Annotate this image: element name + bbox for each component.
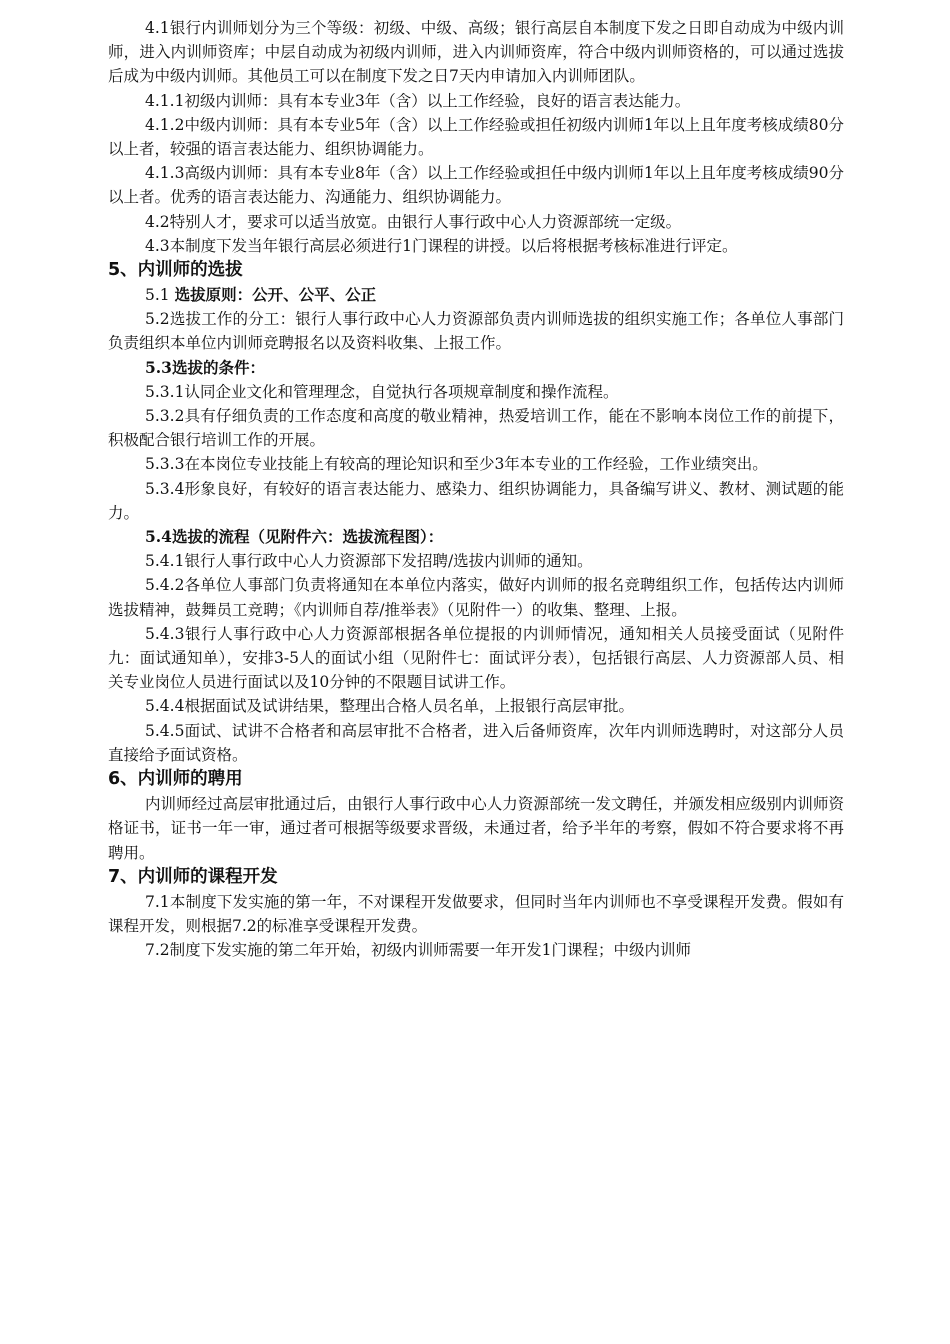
paragraph-5-4-5: 5.4.5面试、试讲不合格者和高层审批不合格者，进入后备师资库，次年内训师选聘时，对这部分人员直接给予面试资格。 xyxy=(108,721,844,764)
paragraph-6: 内训师经过高层审批通过后，由银行人事行政中心人力资源部统一发文聘任，并颁发相应级别内训师资格证书，证书一年一审，通过者可根据等级要求晋级，未通过者，给予半年的考察，假如不符合要求将不再聘用。 xyxy=(108,795,844,862)
paragraph-4-2: 4.2特别人才，要求可以适当放宽。由银行人事行政中心人力资源部统一定级。 xyxy=(145,212,682,231)
paragraph-5-4-4: 5.4.4根据面试及试讲结果，整理出合格人员名单，上报银行高层审批。 xyxy=(145,697,634,716)
paragraph-5-4-1: 5.4.1银行人事行政中心人力资源部下发招聘/选拔内训师的通知。 xyxy=(145,552,593,571)
paragraph-5-1-bold: 选拔原则：公开、公平、公正 xyxy=(174,285,377,305)
paragraph-5-1 xyxy=(108,283,844,307)
paragraph-4-1-2: 4.1.2中级内训师：具有本专业5年（含）以上工作经验或担任初级内训师1年以上且年度考核成绩80分以上者，较强的语言表达能力、组织协调能力。 xyxy=(108,115,844,159)
paragraph-4-1: 4.1银行内训师划分为三个等级：初级、中级、高级；银行高层自本制度下发之日即自动成为中级内训师，进入内训师资库；中层自动成为初级内训师，进入内训师资库，符合中级内训师资格的，可以通过选拔后成为中级内训师。其他员工可以在制度下发之日7天内申请加入内训师团队。 xyxy=(108,19,844,86)
paragraph-5-4-heading: 5.4选拔的流程（见附件六：选拔流程图）： xyxy=(145,527,444,547)
paragraph-5-3-4: 5.3.4形象良好，有较好的语言表达能力、感染力、组织协调能力，具备编写讲义、教材、测试题的能力。 xyxy=(108,479,844,522)
paragraph-5-1-number: 5.1 xyxy=(145,286,175,305)
paragraph-5-3-heading: 5.3选拔的条件： xyxy=(145,357,265,377)
paragraph-4-1-3: 4.1.3高级内训师：具有本专业8年（含）以上工作经验或担任中级内训师1年以上且年度考核成绩90分以上者。优秀的语言表达能力、沟通能力、组织协调能力。 xyxy=(108,164,844,207)
paragraph-5-4-3: 5.4.3银行人事行政中心人力资源部根据各单位提报的内训师情况，通知相关人员接受面试（见附件九：面试通知单），安排3-5人的面试小组（见附件七：面试评分表），包括银行高层、人力资源部人员、相关专业岗位人员进行面试以及10分钟的不限题目试讲工作。 xyxy=(108,624,844,692)
section-heading-5: 5、内训师的选拔 xyxy=(108,260,243,281)
section-heading-7: 7、内训师的课程开发 xyxy=(108,866,278,887)
paragraph-5-3-1: 5.3.1认同企业文化和管理理念，自觉执行各项规章制度和操作流程。 xyxy=(145,382,619,401)
paragraph-7-2: 7.2制度下发实施的第二年开始，初级内训师需要一年开发1门课程；中级内训师 xyxy=(145,941,692,960)
paragraph-5-3-2: 5.3.2具有仔细负责的工作态度和高度的敬业精神，热爱培训工作，能在不影响本岗位工作的前提下，积极配合银行培训工作的开展。 xyxy=(108,407,844,450)
paragraph-5-3-3: 5.3.3在本岗位专业技能上有较高的理论知识和至少3年本专业的工作经验，工作业绩突出。 xyxy=(145,455,768,474)
paragraph-5-2: 5.2选拔工作的分工：银行人事行政中心人力资源部负责内训师选拔的组织实施工作；各单位人事部门负责组织本单位内训师竞聘报名以及资料收集、上报工作。 xyxy=(108,310,844,353)
document-page xyxy=(108,16,844,962)
paragraph-4-3: 4.3本制度下发当年银行高层必须进行1门课程的讲授。以后将根据考核标准进行评定。 xyxy=(145,236,738,255)
paragraph-5-4-2: 5.4.2各单位人事部门负责将通知在本单位内落实，做好内训师的报名竞聘组织工作，包括传达内训师选拔精神，鼓舞员工竞聘；《内训师自荐/推举表》（见附件一）的收集、整理、上报。 xyxy=(108,576,844,619)
paragraph-7-1: 7.1本制度下发实施的第一年，不对课程开发做要求，但同时当年内训师也不享受课程开发费。假如有课程开发，则根据7.2的标准享受课程开发费。 xyxy=(108,892,844,935)
paragraph-4-1-1: 4.1.1初级内训师：具有本专业3年（含）以上工作经验，良好的语言表达能力。 xyxy=(145,91,691,110)
section-heading-6: 6、内训师的聘用 xyxy=(108,769,243,790)
